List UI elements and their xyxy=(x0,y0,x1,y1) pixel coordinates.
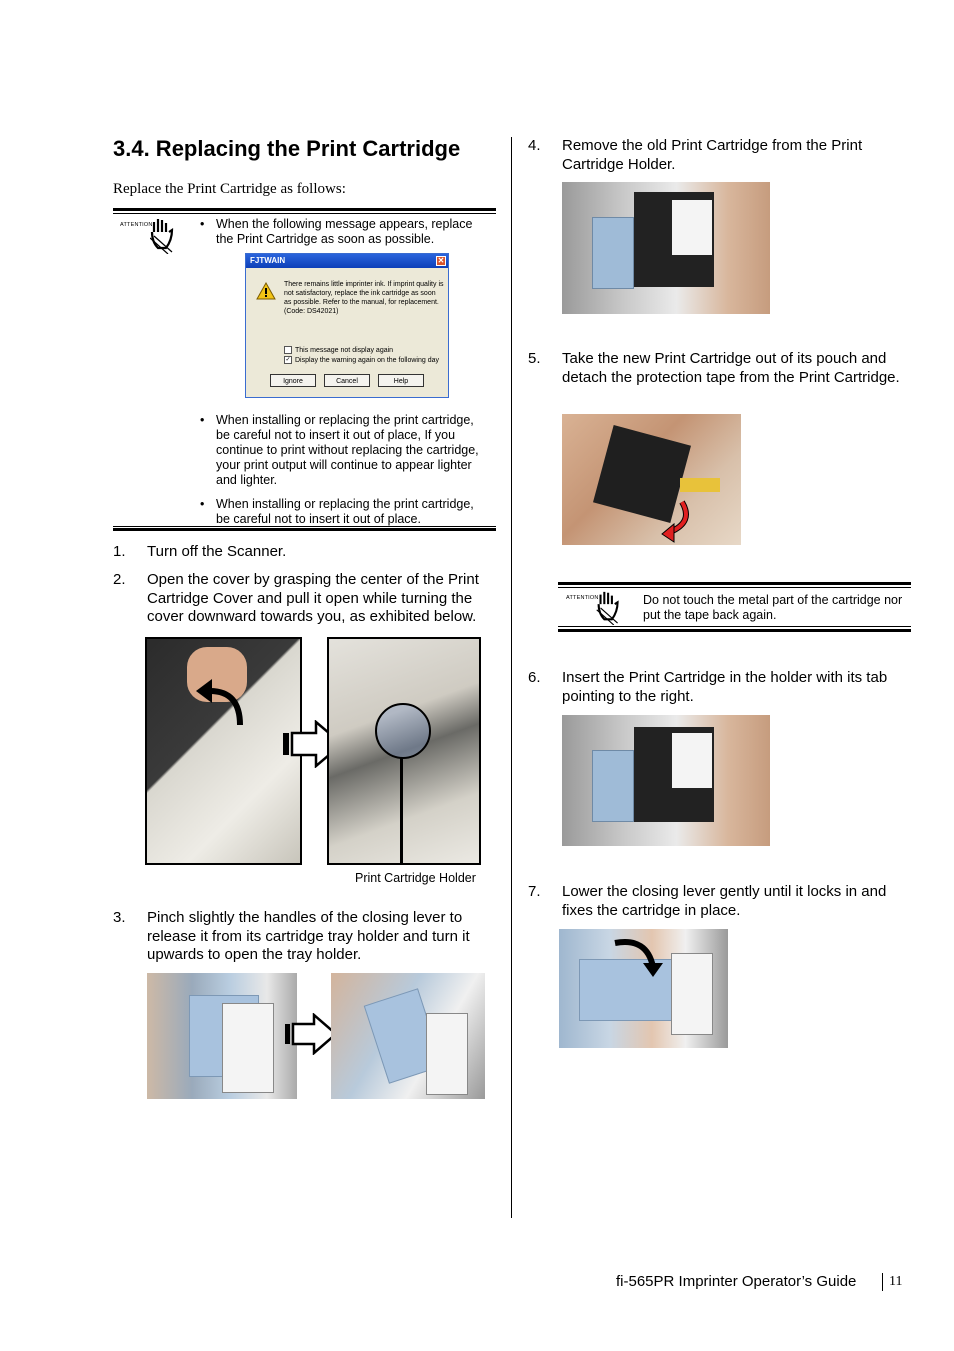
cartridge-label-shape xyxy=(672,200,712,255)
attention-icon-2 xyxy=(566,589,626,627)
dialog-title: FJTWAIN xyxy=(250,256,286,265)
attention-top-rule-thin xyxy=(113,213,496,214)
holder-shape xyxy=(592,217,634,289)
attention2-bottom-rule xyxy=(558,629,911,632)
cartridge-label-shape xyxy=(222,1003,274,1093)
attention-bottom-rule-thin xyxy=(113,526,496,527)
hand-icon-2 xyxy=(596,589,624,625)
photo-open-cover xyxy=(145,637,302,865)
column-divider xyxy=(511,137,512,1218)
holder-shape xyxy=(592,750,634,822)
dialog-close-button[interactable]: ✕ xyxy=(437,256,445,265)
holder-highlight-circle xyxy=(375,703,431,759)
step-7: 7. Lower the closing lever gently until it locks in and fixes the cartridge in place. xyxy=(528,883,887,919)
photo-insert-cartridge xyxy=(562,715,770,846)
step-6: 6. Insert the Print Cartridge in the holder with its tab pointing to the right. xyxy=(528,669,888,705)
right-arrow-icon-2 xyxy=(284,1013,338,1055)
dialog-cancel-button[interactable]: Cancel xyxy=(324,374,370,387)
page-title: 3.4. Replacing the Print Cartridge xyxy=(113,136,461,161)
step-1: 1. Turn off the Scanner. xyxy=(113,543,287,560)
footer-divider xyxy=(882,1273,883,1291)
attention-bullet-2: • When installing or replacing the print cartridge, be careful not to insert it out of place, If you continue to print without replacing the cartridge, your print output will continue to appear lighter and lighter. xyxy=(200,413,479,487)
red-curved-arrow-icon xyxy=(660,500,694,544)
attention2-bottom-rule-thin xyxy=(558,626,911,627)
warning-dialog xyxy=(245,253,449,398)
curved-arrow-icon xyxy=(192,679,247,729)
cartridge-shape xyxy=(426,1013,468,1095)
step-2: 2. Open the cover by grasping the center of the Print Cartridge Cover and pull it open while turning the cover downward towards you, as exhibited below. xyxy=(113,571,479,625)
step-4: 4. Remove the old Print Cartridge from the Print Cartridge Holder. xyxy=(528,137,863,173)
photo-new-cartridge xyxy=(562,414,741,545)
section-intro: Replace the Print Cartridge as follows: xyxy=(113,181,346,197)
attention-icon-label: ATTENTION xyxy=(120,222,153,228)
attention-bullet-1: • When the following message appears, replace the Print Cartridge as soon as possible. xyxy=(200,217,473,246)
curved-down-arrow-icon xyxy=(611,935,663,977)
attention-top-rule xyxy=(113,208,496,211)
photo-cartridge-holder xyxy=(327,637,481,865)
dialog-message: There remains little imprinter ink. If imprint quality is not satisfactory, replace the ink cartridge as soon as possible. Refer to the manual, for replacement. (Code: DS42021) xyxy=(284,281,444,315)
dialog-titlebar xyxy=(246,254,448,268)
attention-icon xyxy=(120,216,180,254)
dialog-ignore-button[interactable]: Ignore xyxy=(270,374,316,387)
page-number: 11 xyxy=(889,1274,903,1289)
cartridge-label-shape xyxy=(671,953,713,1035)
attention2-top-rule xyxy=(558,582,911,585)
photo-lower-lever xyxy=(559,929,728,1048)
footer-guide-title: fi-565PR Imprinter Operator’s Guide xyxy=(616,1273,857,1290)
step-5: 5. Take the new Print Cartridge out of its pouch and detach the protection tape from the Print Cartridge. xyxy=(528,350,900,386)
photo-remove-cartridge xyxy=(562,182,770,314)
cartridge-label-shape xyxy=(672,733,712,788)
photo-pinch-lever xyxy=(147,973,297,1099)
print-cartridge-holder-caption: Print Cartridge Holder xyxy=(355,871,476,885)
dialog-check-no-display[interactable]: This message not display again xyxy=(284,346,393,354)
dialog-check-display-again[interactable]: ✓ Display the warning again on the following day xyxy=(285,356,439,364)
dialog-help-button[interactable]: Help xyxy=(378,374,424,387)
photo-open-tray xyxy=(331,973,485,1099)
attention2-top-rule-thin xyxy=(558,587,911,588)
attention-bullet-3: • When installing or replacing the print cartridge, be careful not to insert it out of place. xyxy=(200,497,474,526)
step-3: 3. Pinch slightly the handles of the closing lever to release it from its cartridge tray holder and turn it upwards to open the tray holder. xyxy=(113,909,470,963)
protection-tape-shape xyxy=(680,478,720,492)
warning-icon xyxy=(256,282,276,300)
callout-line xyxy=(400,757,403,865)
attention-bottom-rule xyxy=(113,528,496,531)
attention2-text: Do not touch the metal part of the cartridge nor put the tape back again. xyxy=(643,593,903,622)
hand-icon xyxy=(150,216,178,254)
attention-icon-label-2: ATTENTION xyxy=(566,595,599,601)
